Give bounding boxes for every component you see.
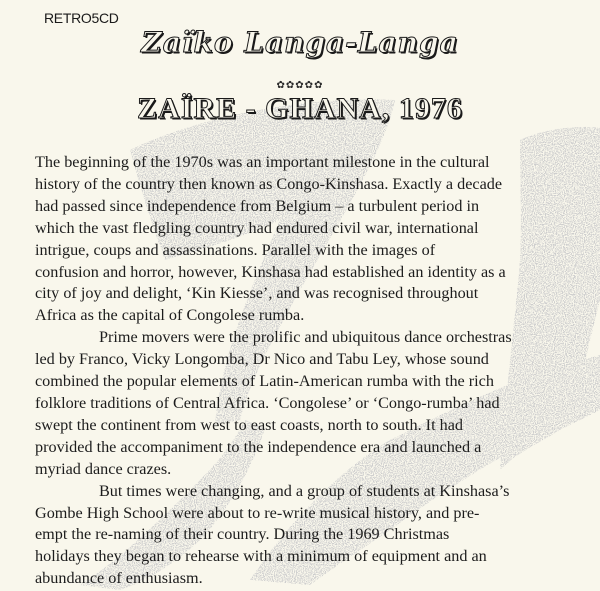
text-line: which the vast fledgling country had endured civil war, international (35, 218, 479, 237)
text-line: intrigue, coups and assassinations. Parallel with the images of (35, 240, 436, 259)
ornament-stars: ✿✿✿✿✿ (276, 80, 324, 91)
artist-title: Zaïko Langa-Langa (141, 26, 459, 59)
text-line: had passed since independence from Belgium – a turbulent period in (35, 196, 480, 215)
text-line: The beginning of the 1970s was an important milestone in the cultural (35, 153, 490, 171)
text-line: folklore traditions of Central Africa. ‘Congolese’ or ‘Congo-rumba’ had (35, 393, 500, 412)
text-line: led by Franco, Vicky Longomba, Dr Nico and Tabu Ley, whose sound (35, 350, 489, 369)
album-subtitle: ZAÏRE - GHANA, 1976 (137, 92, 463, 125)
text-line: abundance of enthusiasm. (35, 569, 203, 588)
text-line: myriad dance crazes. (35, 459, 172, 478)
liner-notes-body (35, 152, 555, 590)
text-line: confusion and horror, however, Kinshasa had established an identity as a (35, 262, 506, 281)
text-line: city of joy and delight, ‘Kin Kiesse’, and was recognised throughout (35, 284, 479, 303)
paragraph-start-line: But times were changing, and a group of students at Kinshasa’s (99, 481, 510, 500)
text-line: swept the continent from west to east coasts, north to south. It had (35, 415, 463, 434)
text-line: empt the re-naming of their country. During the 1969 Christmas (35, 525, 450, 544)
paragraph-start-line: Prime movers were the prolific and ubiquitous dance orchestras (99, 328, 512, 347)
text-line: provided the accompaniment to the independence era and launched a (35, 437, 482, 456)
text-line: history of the country then known as Congo-Kinshasa. Exactly a decade (35, 174, 503, 193)
catalog-number: RETRO5CD (44, 10, 119, 26)
text-line: combined the popular elements of Latin-American rumba with the rich (35, 372, 494, 391)
text-line: Gombe High School were about to re-write musical history, and pre- (35, 503, 480, 522)
text-line: holidays they began to rehearse with a minimum of equipment and an (35, 547, 487, 566)
text-line: Africa as the capital of Congolese rumba. (35, 306, 305, 325)
